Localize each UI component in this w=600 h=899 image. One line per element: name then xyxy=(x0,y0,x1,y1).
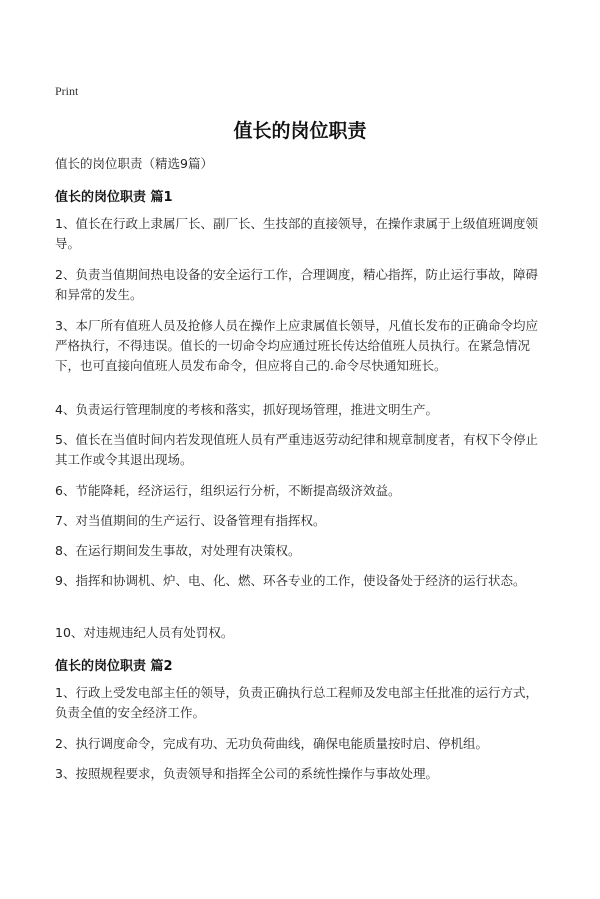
paragraph: 1、行政上受发电部主任的领导，负责正确执行总工程师及发电部主任批准的运行方式，负责全值的安全经济工作。 xyxy=(55,685,538,720)
paragraph: 1、值长在行政上隶属厂长、副厂长、生技部的直接领导，在操作隶属于上级值班调度领导。 xyxy=(55,216,538,251)
paragraph: 9、指挥和协调机、炉、电、化、燃、环各专业的工作，使设备处于经济的运行状态。 xyxy=(55,573,526,588)
paragraph: 3、按照规程要求，负责领导和指挥全公司的系统性操作与事故处理。 xyxy=(55,766,438,781)
paragraph: 10、对违规违纪人员有处罚权。 xyxy=(55,625,234,640)
paragraph: 6、节能降耗，经济运行，组织运行分析，不断提高级济效益。 xyxy=(55,483,401,498)
print-label[interactable]: Print xyxy=(55,84,79,98)
document-title: 值长的岗位职责 xyxy=(233,120,367,142)
paragraph: 2、执行调度命令，完成有功、无功负荷曲线，确保电能质量按时启、停机组。 xyxy=(55,736,488,751)
paragraph: 4、负责运行管理制度的考核和落实，抓好现场管理，推进文明生产。 xyxy=(55,402,438,417)
document-subtitle: 值长的岗位职责（精选9篇） xyxy=(55,156,213,171)
section-heading: 值长的岗位职责 篇1 xyxy=(55,190,173,205)
paragraph: 8、在运行期间发生事故，对处理有决策权。 xyxy=(55,543,301,558)
paragraph: 3、本厂所有值班人员及抢修人员在操作上应隶属值长领导，凡值长发布的正确命令均应严格执行，不得违误。值长的一切命令均应通过班长传达给值班人员执行。在紧急情况下，也可直接向值班人员发布命令，但应将自己的.命令尽快通知班长。 xyxy=(55,318,538,373)
paragraph: 7、对当值期间的生产运行、设备管理有指挥权。 xyxy=(55,513,326,528)
paragraph: 2、负责当值期间热电设备的安全运行工作，合理调度，精心指挥，防止运行事故，障碍和异常的发生。 xyxy=(55,267,538,302)
section-heading: 值长的岗位职责 篇2 xyxy=(55,659,173,674)
paragraph: 5、值长在当值时间内若发现值班人员有严重违返劳动纪律和规章制度者，有权下令停止其工作或令其退出现场。 xyxy=(55,432,538,467)
